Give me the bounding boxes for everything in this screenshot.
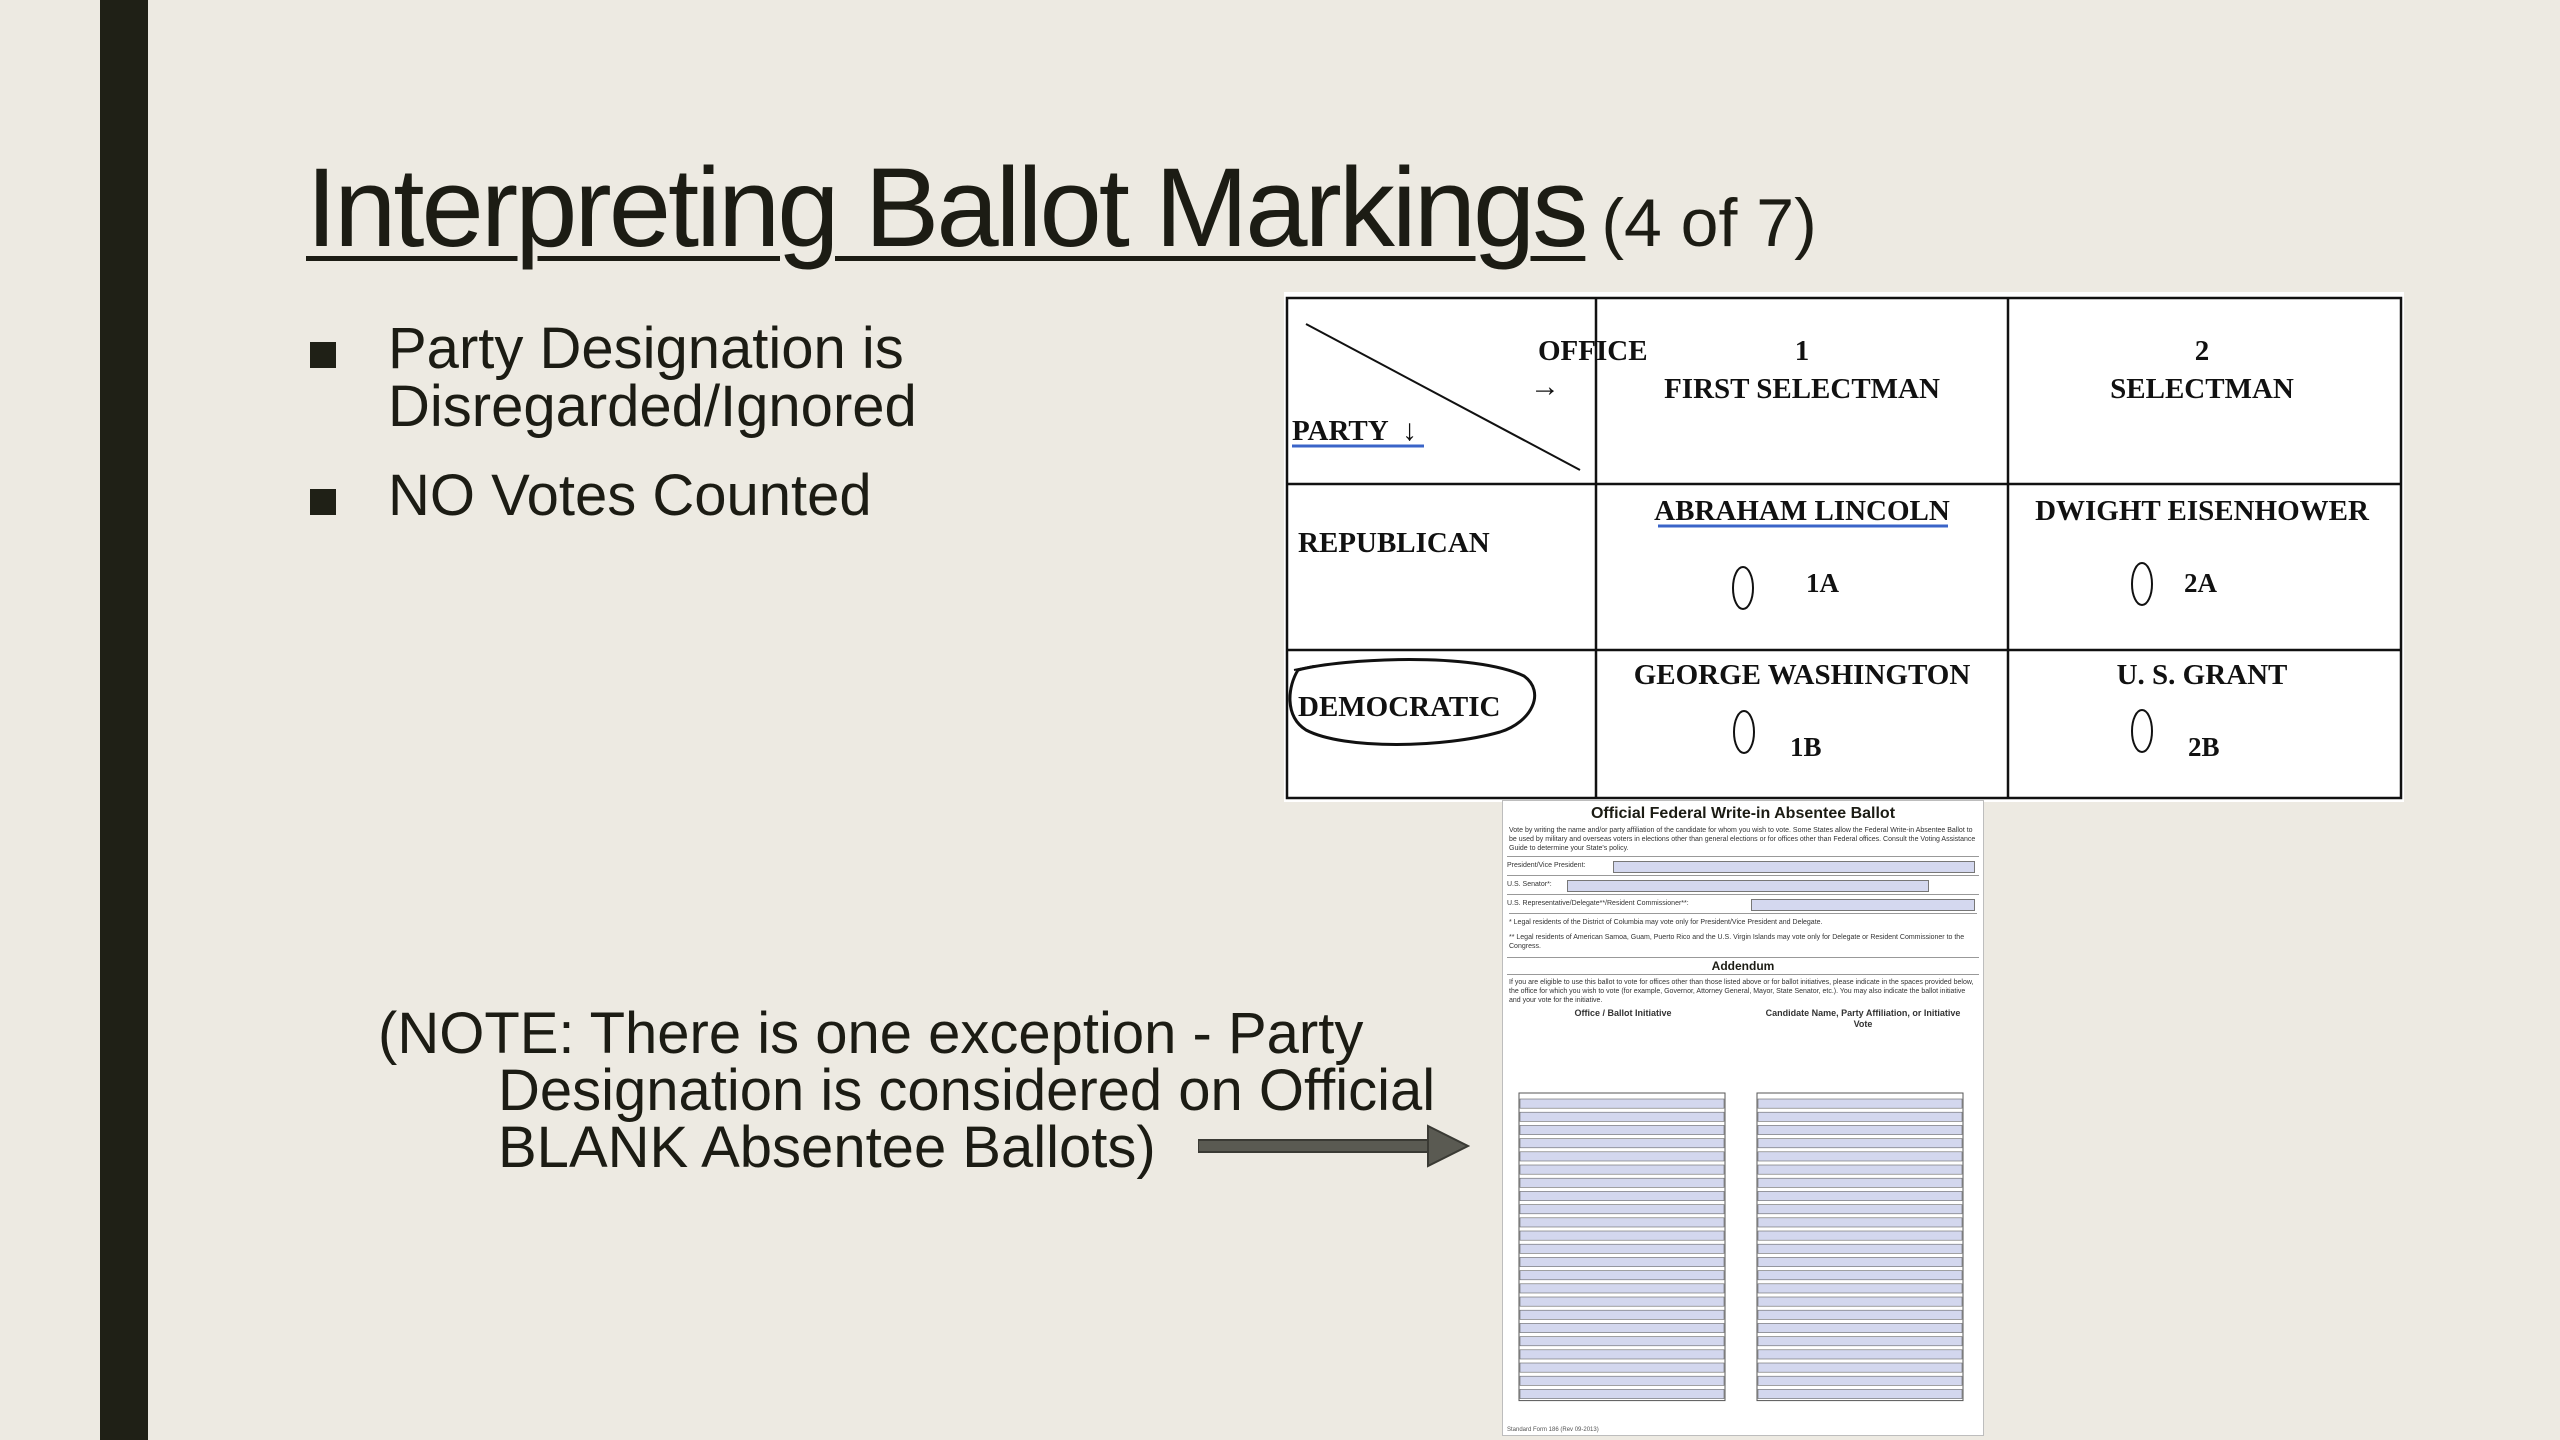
addendum-column-headers: [1503, 1008, 1983, 1030]
write-in-line: [1520, 1112, 1724, 1121]
absentee-note-1: * Legal residents of the District of Columbia may vote only for President/Vice President and Delegate.: [1509, 913, 1977, 927]
square-bullet-icon: [310, 342, 336, 368]
exception-note: (NOTE: There is one exception - Party Designation is considered on Official BLANK Absentee Ballots): [378, 1001, 1436, 1180]
write-in-line: [1520, 1125, 1724, 1134]
write-in-line: [1758, 1284, 1962, 1293]
candidate-2a-code: 2A: [2184, 568, 2217, 598]
absentee-note-2: ** Legal residents of American Samoa, Guam, Puerto Rico and the U.S. Virgin Islands may vote only for Delegate or Resident Commissioner to the Congress.: [1509, 934, 1965, 950]
office1-number: 1: [1794, 335, 1810, 367]
write-in-line: [1758, 1165, 1962, 1174]
write-in-line: [1758, 1297, 1962, 1306]
bullet-text: NO Votes Counted: [388, 463, 872, 528]
candidate-1a-code: 1A: [1806, 568, 1839, 598]
left-accent-bar: [100, 0, 148, 1440]
write-in-line: [1758, 1244, 1962, 1253]
write-in-line: [1758, 1218, 1962, 1227]
write-in-line: [1520, 1231, 1724, 1240]
write-in-line: [1758, 1323, 1962, 1332]
write-in-line: [1520, 1363, 1724, 1372]
write-in-line: [1520, 1271, 1724, 1280]
write-in-line: [1758, 1191, 1962, 1200]
write-in-line: [1758, 1231, 1962, 1240]
square-bullet-icon: [310, 489, 336, 515]
write-in-line: [1758, 1257, 1962, 1266]
write-in-line: [1520, 1178, 1724, 1187]
office-corner-label: OFFICE: [1538, 335, 1648, 367]
write-in-line: [1520, 1257, 1724, 1266]
write-in-line: [1520, 1284, 1724, 1293]
office2-number: 2: [2194, 335, 2210, 367]
office1-name: FIRST SELECTMAN: [1664, 373, 1940, 405]
candidate-2b-code: 2B: [2188, 732, 2220, 762]
bullet-text: Party Designation is Disregarded/Ignored: [388, 316, 917, 439]
column-header-candidate: Candidate Name, Party Affiliation, or Initiative Vote: [1765, 1008, 1961, 1029]
candidate-2b-name: U. S. GRANT: [2116, 659, 2288, 691]
write-in-line: [1758, 1152, 1962, 1161]
write-in-line: [1520, 1350, 1724, 1359]
write-in-line: [1520, 1244, 1724, 1253]
write-in-line: [1520, 1099, 1724, 1108]
write-in-line: [1758, 1099, 1962, 1108]
write-in-line: [1758, 1363, 1962, 1372]
write-in-line: [1520, 1139, 1724, 1148]
field-senator-box: [1567, 880, 1929, 892]
addendum-text: If you are eligible to use this ballot to vote for offices other than those listed above or for ballot initiatives, please indicate in the spaces provided below, the office for which you wish to vote (for example, Governor, Attorney General, Mayor, State Senator, etc.). You may also indicate the ballot initiative and your vote for the initiative.: [1509, 979, 1974, 1004]
field-president-box: [1613, 861, 1975, 873]
write-in-line: [1758, 1350, 1962, 1359]
bullet-item: [306, 316, 1206, 439]
write-in-line: [1520, 1376, 1724, 1385]
write-in-line: [1758, 1376, 1962, 1385]
write-in-line: [1758, 1178, 1962, 1187]
bullet-list: [306, 316, 1206, 556]
write-in-line: [1758, 1205, 1962, 1214]
party-democratic: DEMOCRATIC: [1298, 691, 1501, 723]
field-president: [1507, 856, 1979, 875]
arrow-down-icon: ↓: [1402, 414, 1417, 447]
candidate-1b-name: GEORGE WASHINGTON: [1633, 659, 1971, 691]
field-president-label: President/Vice President:: [1507, 862, 1586, 869]
addendum-write-in-grid: [1503, 1087, 1984, 1417]
title-counter: (4 of 7): [1601, 185, 1817, 261]
party-corner-label: PARTY: [1292, 415, 1389, 447]
write-in-line: [1520, 1191, 1724, 1200]
write-in-line: [1758, 1112, 1962, 1121]
field-representative-label: U.S. Representative/Delegate**/Resident Commissioner**:: [1507, 900, 1689, 907]
absentee-form-footer: Standard Form 186 (Rev 09-2013): [1507, 1427, 1599, 1433]
candidate-1b-code: 1B: [1790, 732, 1822, 762]
column-header-office: Office / Ballot Initiative: [1574, 1008, 1672, 1018]
candidate-2a-name: DWIGHT EISENHOWER: [2035, 495, 2369, 527]
party-republican: REPUBLICAN: [1298, 527, 1490, 559]
office2-name: SELECTMAN: [2110, 373, 2294, 405]
write-in-line: [1520, 1310, 1724, 1319]
absentee-form-title: Official Federal Write-in Absentee Ballot: [1590, 805, 1896, 822]
bullet-item: [306, 463, 1206, 528]
absentee-form-intro: Vote by writing the name and/or party affiliation of the candidate for whom you wish to vote. Some States allow the Federal Write-in Absentee Ballot to be used by military and overseas voters in elections other than general elections or for offices other than Federal offices. Consult the Voting Assistance Guide to determine your State's policy.: [1509, 827, 1976, 852]
addendum-heading: Addendum: [1507, 957, 1979, 975]
write-in-line: [1520, 1323, 1724, 1332]
field-representative: [1507, 894, 1979, 913]
write-in-line: [1758, 1310, 1962, 1319]
write-in-line: [1520, 1152, 1724, 1161]
field-senator: [1507, 875, 1979, 894]
write-in-line: [1758, 1337, 1962, 1346]
write-in-line: [1520, 1297, 1724, 1306]
write-in-line: [1758, 1125, 1962, 1134]
write-in-line: [1520, 1205, 1724, 1214]
sample-ballot-table: [1284, 292, 2404, 802]
slide-title: [306, 145, 1817, 270]
write-in-line: [1520, 1218, 1724, 1227]
absentee-ballot-form: [1502, 800, 1984, 1436]
write-in-line: [1758, 1271, 1962, 1280]
arrow-right-icon: [1198, 1124, 1470, 1170]
field-senator-label: U.S. Senator*:: [1507, 881, 1552, 888]
field-representative-box: [1751, 899, 1975, 911]
write-in-line: [1520, 1337, 1724, 1346]
write-in-line: [1520, 1389, 1724, 1398]
write-in-line: [1758, 1139, 1962, 1148]
write-in-line: [1520, 1165, 1724, 1174]
write-in-line: [1758, 1389, 1962, 1398]
arrow-right-icon: →: [1530, 370, 1560, 403]
title-text: Interpreting Ballot Markings: [306, 145, 1586, 270]
candidate-1a-name: ABRAHAM LINCOLN: [1654, 495, 1950, 527]
